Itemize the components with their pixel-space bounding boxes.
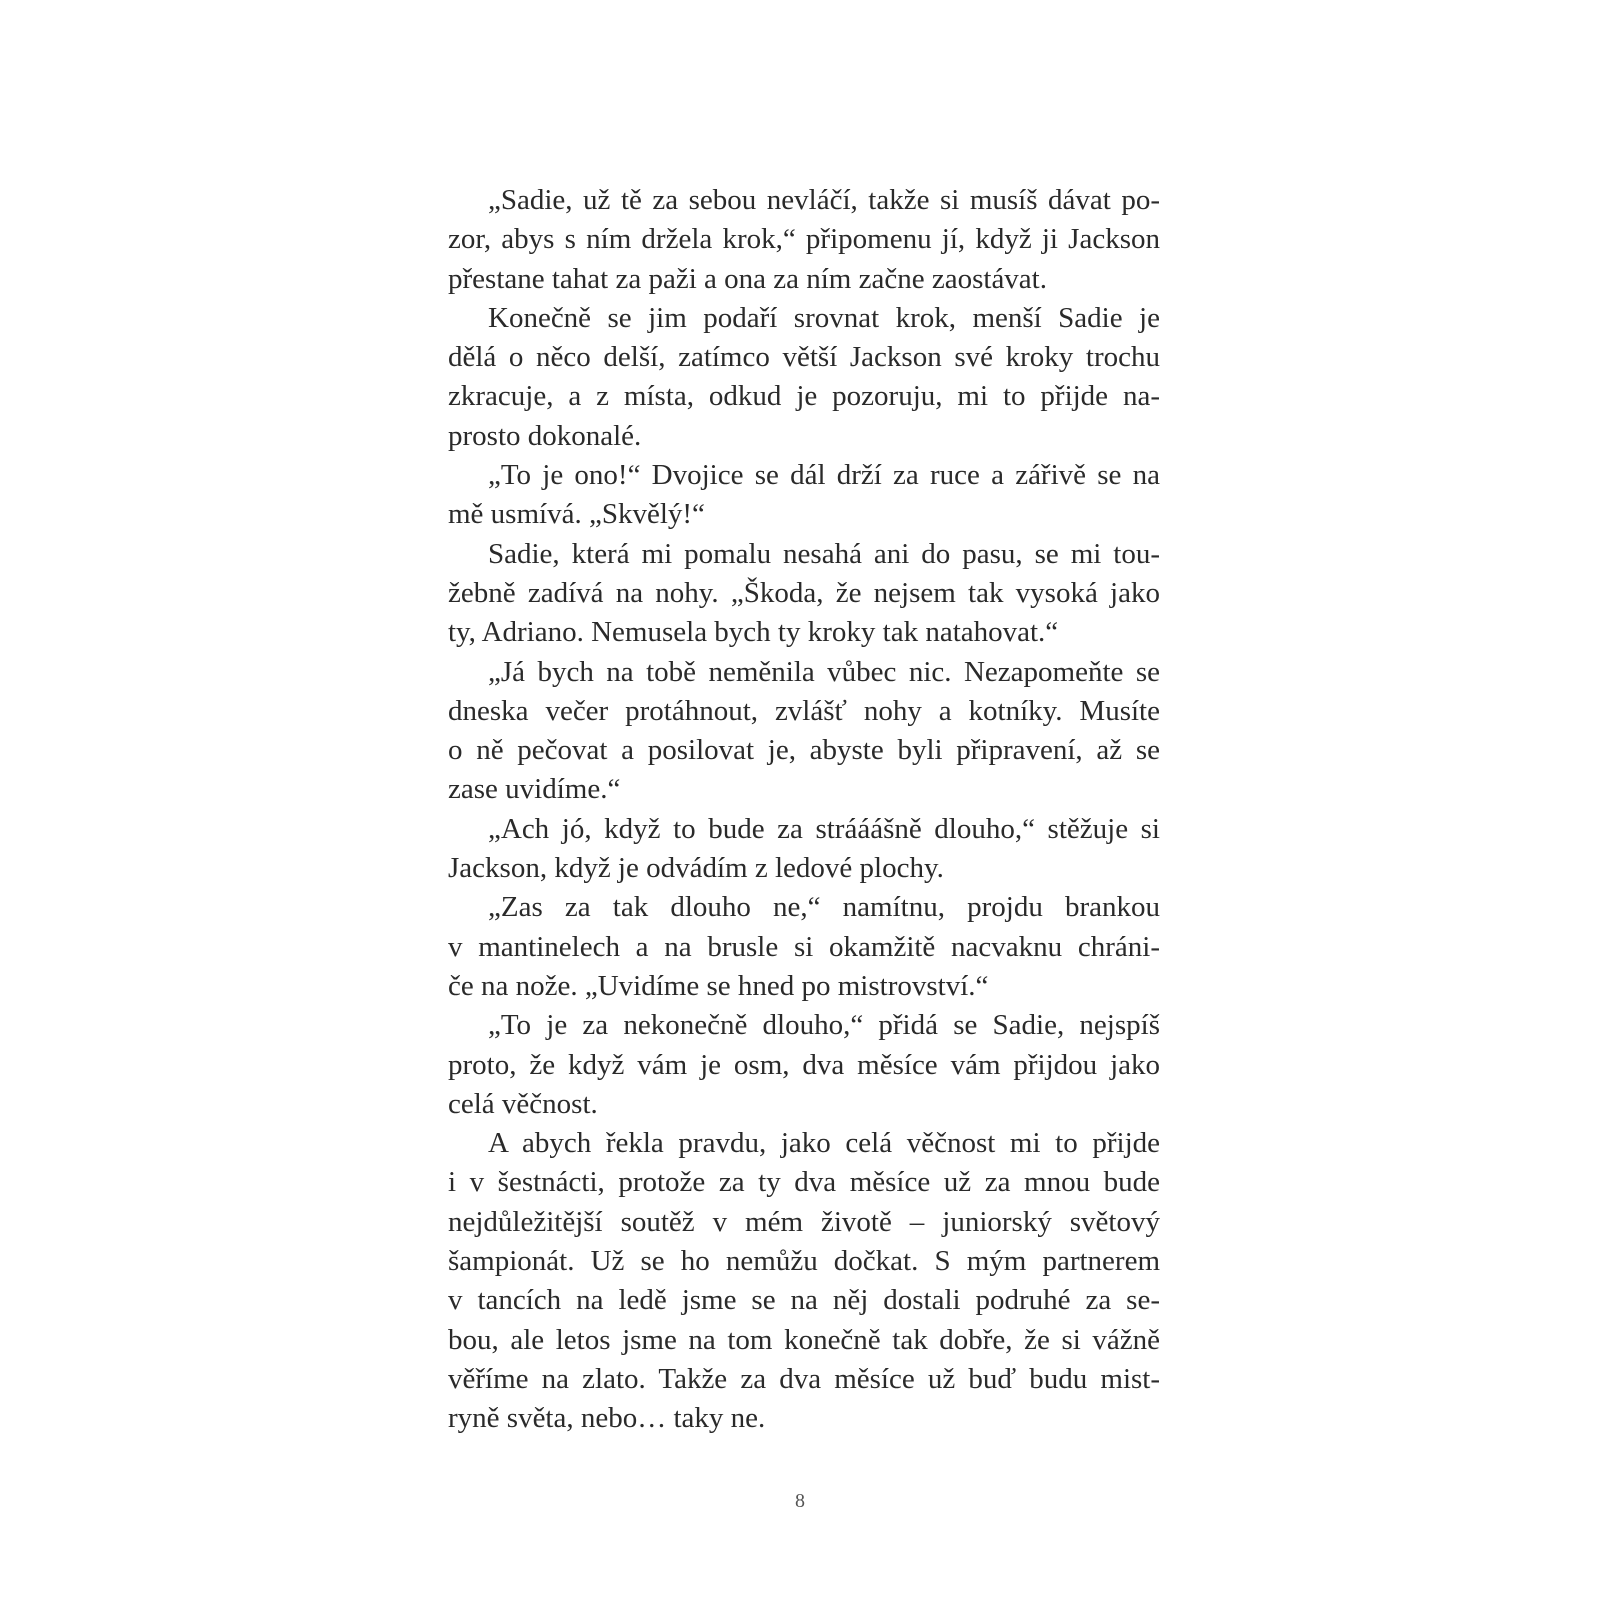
text-line: zor, abys s ním držela krok,“ připomenu jí, když ji Jackson	[448, 223, 1160, 256]
text-line: i v šestnácti, protože za ty dva měsíce už za mnou bude	[448, 1166, 1160, 1199]
text-line: „Zas za tak dlouho ne,“ namítnu, projdu brankou	[488, 891, 1160, 924]
text-line: A abych řekla pravdu, jako celá věčnost mi to přijde	[488, 1127, 1160, 1160]
body-text	[448, 181, 1160, 1439]
text-line: če na nože. „Uvidíme se hned po mistrovství.“	[448, 969, 989, 1002]
text-line: zase uvidíme.“	[448, 773, 621, 806]
page-number: 8	[795, 1490, 805, 1512]
text-line: mě usmívá. „Skvělý!“	[448, 498, 705, 531]
text-line: „Ach jó, když to bude za strááášně dlouho,“ stěžuje si	[488, 812, 1160, 845]
text-line: Jackson, když je odvádím z ledové plochy.	[448, 852, 944, 885]
text-line: ty, Adriano. Nemusela bych ty kroky tak natahovat.“	[448, 616, 1059, 649]
text-line: prosto dokonalé.	[448, 419, 642, 452]
text-line: žebně zadívá na nohy. „Škoda, že nejsem tak vysoká jako	[448, 576, 1160, 609]
text-line: bou, ale letos jsme na tom konečně tak dobře, že si vážně	[448, 1323, 1160, 1356]
text-line: proto, že když vám je osm, dva měsíce vám přijdou jako	[448, 1048, 1160, 1081]
text-line: zkracuje, a z místa, odkud je pozoruju, mi to přijde na-	[448, 380, 1160, 413]
text-line: „To je ono!“ Dvojice se dál drží za ruce a zářivě se na	[488, 459, 1160, 492]
text-line: přestane tahat za paži a ona za ním začne zaostávat.	[448, 262, 1047, 295]
text-line: ryně světa, nebo… taky ne.	[448, 1402, 766, 1435]
text-line: Konečně se jim podaří srovnat krok, menší Sadie je	[488, 301, 1160, 334]
text-line: nejdůležitější soutěž v mém životě – juniorský světový	[448, 1205, 1160, 1238]
text-line: Sadie, která mi pomalu nesahá ani do pasu, se mi tou-	[488, 537, 1160, 570]
text-line: „To je za nekonečně dlouho,“ přidá se Sadie, nejspíš	[488, 1009, 1160, 1042]
text-line: celá věčnost.	[448, 1087, 598, 1120]
text-line: v mantinelech a na brusle si okamžitě nacvaknu chráni-	[448, 930, 1160, 963]
text-line: dneska večer protáhnout, zvlášť nohy a kotníky. Musíte	[448, 694, 1160, 727]
text-line: „Já bych na tobě neměnila vůbec nic. Nezapomeňte se	[488, 655, 1160, 688]
text-line: dělá o něco delší, zatímco větší Jackson své kroky trochu	[448, 341, 1160, 374]
text-line: „Sadie, už tě za sebou nevláčí, takže si musíš dávat po-	[488, 184, 1160, 216]
text-line: šampionát. Už se ho nemůžu dočkat. S mým partnerem	[448, 1245, 1160, 1278]
text-line: v tancích na ledě jsme se na něj dostali podruhé za se-	[448, 1284, 1160, 1317]
text-line: o ně pečovat a posilovat je, abyste byli připravení, až se	[448, 734, 1160, 767]
text-line: věříme na zlato. Takže za dva měsíce už buď budu mist-	[448, 1362, 1160, 1395]
